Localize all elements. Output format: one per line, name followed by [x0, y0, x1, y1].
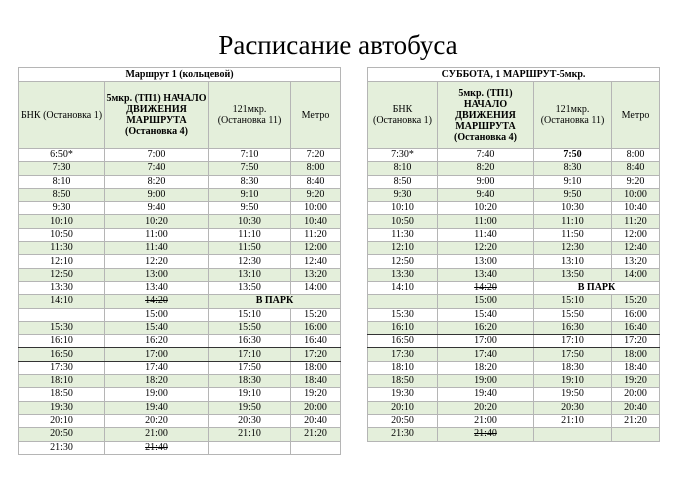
- table-row: [368, 361, 660, 374]
- table-row: [368, 149, 660, 162]
- table-cell: 19:10: [209, 388, 291, 401]
- table-cell: 8:00: [612, 149, 660, 162]
- table-caption: СУББОТА, 1 МАРШРУТ-5мкр.: [368, 68, 660, 82]
- table-cell: 14:00: [612, 268, 660, 281]
- table-cell: 8:50: [19, 188, 105, 201]
- table-cell: 9:00: [438, 175, 534, 188]
- column-header-metro: Метро: [291, 82, 341, 149]
- table-cell: 14:10: [19, 295, 105, 308]
- table-cell: 9:10: [534, 175, 612, 188]
- table-cell: 15:00: [438, 295, 534, 308]
- table-row: [19, 255, 341, 268]
- table-row: [19, 162, 341, 175]
- table-cell: 8:00: [291, 162, 341, 175]
- table-cell: [291, 441, 341, 454]
- column-header-121mkr: 121мкр. (Остановка 11): [209, 82, 291, 149]
- table-cell: 13:20: [291, 268, 341, 281]
- table-cell: 10:30: [209, 215, 291, 228]
- table-cell: 10:00: [291, 202, 341, 215]
- table-row: [19, 428, 341, 441]
- table-cell: 13:20: [612, 255, 660, 268]
- table-cell: 21:30: [19, 441, 105, 454]
- table-cell: 18:20: [438, 361, 534, 374]
- table-cell: 7:10: [209, 149, 291, 162]
- table-cell: 12:40: [291, 255, 341, 268]
- table-row: [368, 162, 660, 175]
- table-row: [368, 401, 660, 414]
- table-cell: 11:50: [534, 228, 612, 241]
- table-cell: 14:10: [368, 281, 438, 294]
- table-cell: 8:20: [438, 162, 534, 175]
- table-cell: 9:30: [19, 202, 105, 215]
- table-row: [368, 268, 660, 281]
- table-cell: 9:20: [291, 188, 341, 201]
- table-row: [368, 281, 660, 294]
- table-cell: 13:50: [209, 281, 291, 294]
- schedule-body: [19, 149, 341, 455]
- table-row: [19, 335, 341, 348]
- table-cell: 8:30: [209, 175, 291, 188]
- table-row: [19, 361, 341, 374]
- table-cell: [534, 428, 612, 441]
- table-cell: 20:20: [438, 401, 534, 414]
- table-cell: 12:50: [368, 255, 438, 268]
- table-cell: 7:00: [105, 149, 209, 162]
- table-cell: 16:10: [19, 335, 105, 348]
- table-cell: 8:10: [19, 175, 105, 188]
- table-cell: 9:40: [438, 188, 534, 201]
- table-cell: 10:40: [612, 202, 660, 215]
- table-cell: 21:00: [105, 428, 209, 441]
- park-label: В ПАРК: [534, 281, 660, 294]
- table-cell: 17:00: [438, 335, 534, 348]
- table-cell: 14:00: [291, 281, 341, 294]
- table-row: [368, 242, 660, 255]
- table-row: [19, 242, 341, 255]
- table-cell: 7:40: [438, 149, 534, 162]
- table-row: [19, 308, 341, 321]
- table-row: [19, 149, 341, 162]
- table-cell: 15:40: [105, 321, 209, 334]
- table-cell: 18:40: [291, 375, 341, 388]
- table-cell: 18:30: [534, 361, 612, 374]
- table-cell: 14:20: [105, 295, 209, 308]
- table-cell: 13:10: [534, 255, 612, 268]
- table-cell: 8:40: [291, 175, 341, 188]
- table-row: [368, 308, 660, 321]
- table-cell: 6:50*: [19, 149, 105, 162]
- table-cell: 12:10: [368, 242, 438, 255]
- table-cell: 17:20: [291, 348, 341, 361]
- table-cell: 11:40: [438, 228, 534, 241]
- table-cell: 11:10: [209, 228, 291, 241]
- table-row: [368, 414, 660, 427]
- table-cell: 7:50: [534, 149, 612, 162]
- table-cell: 19:40: [105, 401, 209, 414]
- table-cell: 21:30: [368, 428, 438, 441]
- table-cell: 9:40: [105, 202, 209, 215]
- table-row: [368, 348, 660, 361]
- table-row: [19, 401, 341, 414]
- table-cell: 17:30: [19, 361, 105, 374]
- page-title: Расписание автобуса: [218, 30, 458, 60]
- table-row: [368, 335, 660, 348]
- table-cell: 18:30: [209, 375, 291, 388]
- table-cell: 9:50: [534, 188, 612, 201]
- table-cell: 19:40: [438, 388, 534, 401]
- table-cell: 13:00: [438, 255, 534, 268]
- table-cell: 8:10: [368, 162, 438, 175]
- table-cell: 20:00: [291, 401, 341, 414]
- table-cell: 7:30*: [368, 149, 438, 162]
- weekday-schedule-table: [18, 67, 341, 455]
- table-cell: 9:00: [105, 188, 209, 201]
- table-row: [19, 215, 341, 228]
- table-cell: 21:40: [438, 428, 534, 441]
- table-cell: 15:20: [291, 308, 341, 321]
- table-cell: 16:00: [291, 321, 341, 334]
- table-cell: 15:30: [19, 321, 105, 334]
- table-cell: 17:30: [368, 348, 438, 361]
- table-cell: 20:50: [19, 428, 105, 441]
- table-cell: 20:50: [368, 414, 438, 427]
- table-row: [19, 281, 341, 294]
- table-cell: 18:10: [19, 375, 105, 388]
- table-cell: 17:50: [209, 361, 291, 374]
- table-cell: 12:50: [19, 268, 105, 281]
- table-cell: 17:40: [438, 348, 534, 361]
- table-cell: 20:10: [19, 414, 105, 427]
- table-cell: 13:40: [105, 281, 209, 294]
- table-row: [368, 175, 660, 188]
- table-cell: 10:00: [612, 188, 660, 201]
- table-cell: 12:40: [612, 242, 660, 255]
- table-cell: 18:50: [368, 375, 438, 388]
- table-cell: 16:30: [209, 335, 291, 348]
- table-cell: 21:20: [612, 414, 660, 427]
- table-cell: 20:40: [612, 401, 660, 414]
- table-cell: 12:20: [105, 255, 209, 268]
- table-cell: 11:50: [209, 242, 291, 255]
- table-cell: 9:10: [209, 188, 291, 201]
- table-cell: 10:50: [19, 228, 105, 241]
- table-cell: 20:30: [534, 401, 612, 414]
- table-cell: 15:30: [368, 308, 438, 321]
- table-cell: 13:40: [438, 268, 534, 281]
- table-cell: 19:00: [105, 388, 209, 401]
- table-cell: 20:40: [291, 414, 341, 427]
- table-cell: 16:10: [368, 321, 438, 334]
- table-cell: 11:20: [291, 228, 341, 241]
- table-cell: 17:20: [612, 335, 660, 348]
- table-cell: 8:30: [534, 162, 612, 175]
- table-cell: 17:40: [105, 361, 209, 374]
- table-cell: 16:20: [438, 321, 534, 334]
- table-row: [368, 388, 660, 401]
- table-cell: 12:30: [209, 255, 291, 268]
- table-cell: 15:10: [209, 308, 291, 321]
- table-cell: 11:00: [438, 215, 534, 228]
- table-cell: 9:30: [368, 188, 438, 201]
- table-cell: 8:50: [368, 175, 438, 188]
- table-cell: 19:00: [438, 375, 534, 388]
- table-cell: 12:10: [19, 255, 105, 268]
- table-cell: 11:30: [368, 228, 438, 241]
- table-cell: 15:10: [534, 295, 612, 308]
- table-cell: 18:40: [612, 361, 660, 374]
- table-cell: 11:20: [612, 215, 660, 228]
- table-cell: [612, 428, 660, 441]
- table-cell: 10:10: [368, 202, 438, 215]
- table-cell: 10:50: [368, 215, 438, 228]
- table-cell: 19:50: [534, 388, 612, 401]
- table-cell: 11:40: [105, 242, 209, 255]
- column-header-bnk: БНК (Остановка 1): [368, 82, 438, 149]
- table-cell: 12:00: [291, 242, 341, 255]
- table-cell: 16:30: [534, 321, 612, 334]
- table-cell: 9:20: [612, 175, 660, 188]
- table-cell: 18:10: [368, 361, 438, 374]
- table-cell: 13:00: [105, 268, 209, 281]
- table-row: [19, 321, 341, 334]
- table-row: [19, 375, 341, 388]
- column-header-metro: Метро: [612, 82, 660, 149]
- table-cell: 9:50: [209, 202, 291, 215]
- table-row: [368, 188, 660, 201]
- table-cell: 19:30: [19, 401, 105, 414]
- table-cell: 10:10: [19, 215, 105, 228]
- table-row: [19, 175, 341, 188]
- table-cell: 10:20: [438, 202, 534, 215]
- table-row: [19, 441, 341, 454]
- table-cell: 20:20: [105, 414, 209, 427]
- table-cell: 14:20: [438, 281, 534, 294]
- table-cell: 16:00: [612, 308, 660, 321]
- table-row: [19, 414, 341, 427]
- saturday-schedule-table: [367, 67, 660, 442]
- table-cell: 15:50: [209, 321, 291, 334]
- column-header-5mkr: 5мкр. (ТП1) НАЧАЛО ДВИЖЕНИЯ МАРШРУТА (Остановка 4): [438, 82, 534, 149]
- table-row: [368, 215, 660, 228]
- column-header-121mkr: 121мкр. (Остановка 11): [534, 82, 612, 149]
- table-cell: 19:10: [534, 375, 612, 388]
- table-cell: 15:40: [438, 308, 534, 321]
- table-row: [368, 321, 660, 334]
- table-cell: 21:10: [209, 428, 291, 441]
- table-cell: 13:50: [534, 268, 612, 281]
- table-cell: 21:20: [291, 428, 341, 441]
- table-row: [19, 295, 341, 308]
- table-cell: 20:00: [612, 388, 660, 401]
- table-row: [19, 228, 341, 241]
- table-cell: 21:40: [105, 441, 209, 454]
- table-cell: 8:40: [612, 162, 660, 175]
- table-cell: 12:30: [534, 242, 612, 255]
- table-cell: 21:10: [534, 414, 612, 427]
- table-cell: [19, 308, 105, 321]
- column-header-5mkr: 5мкр. (ТП1) НАЧАЛО ДВИЖЕНИЯ МАРШРУТА (Остановка 4): [105, 82, 209, 149]
- table-cell: 19:20: [291, 388, 341, 401]
- table-cell: 16:40: [291, 335, 341, 348]
- table-cell: 12:20: [438, 242, 534, 255]
- table-cell: 18:00: [291, 361, 341, 374]
- table-row: [368, 375, 660, 388]
- table-row: [368, 202, 660, 215]
- table-cell: 7:30: [19, 162, 105, 175]
- table-cell: 17:10: [534, 335, 612, 348]
- table-row: [19, 348, 341, 361]
- table-cell: 7:20: [291, 149, 341, 162]
- table-cell: 21:00: [438, 414, 534, 427]
- table-cell: 18:20: [105, 375, 209, 388]
- table-cell: 18:00: [612, 348, 660, 361]
- table-cell: 20:30: [209, 414, 291, 427]
- table-cell: 17:00: [105, 348, 209, 361]
- table-cell: 10:20: [105, 215, 209, 228]
- table-cell: 8:20: [105, 175, 209, 188]
- table-row: [19, 188, 341, 201]
- table-cell: 13:30: [19, 281, 105, 294]
- table-cell: 19:50: [209, 401, 291, 414]
- table-cell: 13:10: [209, 268, 291, 281]
- table-cell: 16:50: [19, 348, 105, 361]
- table-cell: 7:40: [105, 162, 209, 175]
- table-row: [368, 428, 660, 441]
- table-cell: [209, 441, 291, 454]
- table-cell: 19:30: [368, 388, 438, 401]
- table-row: [368, 295, 660, 308]
- table-cell: 20:10: [368, 401, 438, 414]
- table-row: [368, 255, 660, 268]
- table-caption: Маршрут 1 (кольцевой): [19, 68, 341, 82]
- table-cell: 10:40: [291, 215, 341, 228]
- table-cell: 10:30: [534, 202, 612, 215]
- table-cell: 13:30: [368, 268, 438, 281]
- schedule-body: [368, 149, 660, 442]
- table-row: [19, 388, 341, 401]
- table-cell: 15:20: [612, 295, 660, 308]
- table-row: [368, 228, 660, 241]
- table-cell: 11:10: [534, 215, 612, 228]
- table-cell: 17:50: [534, 348, 612, 361]
- column-header-bnk: БНК (Остановка 1): [19, 82, 105, 149]
- table-cell: 11:00: [105, 228, 209, 241]
- park-label: В ПАРК: [209, 295, 341, 308]
- table-cell: 11:30: [19, 242, 105, 255]
- table-cell: 15:00: [105, 308, 209, 321]
- table-cell: 16:20: [105, 335, 209, 348]
- table-cell: 12:00: [612, 228, 660, 241]
- table-cell: 16:40: [612, 321, 660, 334]
- table-row: [19, 268, 341, 281]
- table-cell: 19:20: [612, 375, 660, 388]
- table-cell: 15:50: [534, 308, 612, 321]
- table-cell: 17:10: [209, 348, 291, 361]
- table-cell: 16:50: [368, 335, 438, 348]
- table-cell: 7:50: [209, 162, 291, 175]
- table-row: [19, 202, 341, 215]
- table-cell: 18:50: [19, 388, 105, 401]
- table-cell: [368, 295, 438, 308]
